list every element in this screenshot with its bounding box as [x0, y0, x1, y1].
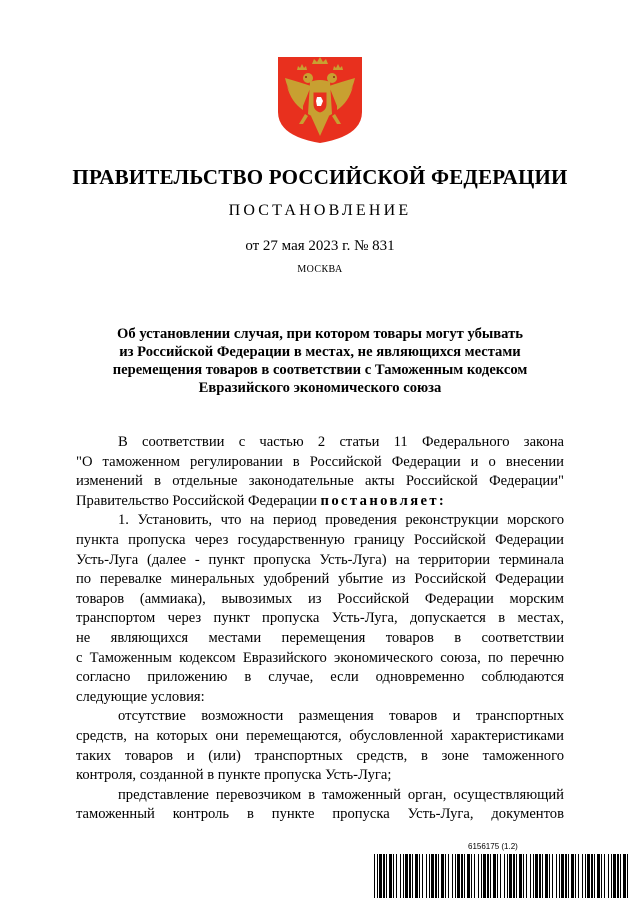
barcode-bar — [497, 854, 498, 898]
barcode-bar — [474, 854, 475, 898]
body-text: Правительство Российской Федерации — [76, 492, 321, 509]
barcode-bar — [412, 854, 413, 898]
barcode-bar — [552, 854, 553, 898]
body-line: отсутствие возможности размещения товаров и транспортных — [118, 708, 564, 725]
body-line: таких товаров и (или) транспортных средств, в зоне таможенного — [76, 747, 564, 764]
title-line: из Российской Федерации в местах, не являющихся местами — [119, 344, 521, 360]
barcode-bar — [504, 854, 505, 898]
barcode-bar — [389, 854, 392, 898]
barcode-bar — [455, 854, 456, 898]
barcode-bar — [591, 854, 593, 898]
title-line: Об установлении случая, при котором товары могут убывать — [117, 326, 523, 342]
barcode-bar — [568, 854, 569, 898]
barcode-bar — [601, 854, 602, 898]
body-line: Усть-Луга (далее - пункт пропуска Усть-Луга) на территории терминала — [76, 551, 564, 568]
body-line: изменений в отдельные законодательные акты Российской Федерации" — [76, 473, 564, 490]
body-line: с Таможенным кодексом Евразийского экономического союза, по перечню — [76, 649, 564, 666]
barcode-block — [374, 842, 630, 898]
barcode-bar — [377, 854, 378, 898]
body-line: согласно приложению в случае, если одновременно соблюдаются — [76, 669, 564, 686]
barcode-bar — [374, 854, 375, 898]
barcode-bar — [478, 854, 479, 898]
barcode-bar — [493, 854, 496, 898]
barcode-bar — [571, 854, 574, 898]
barcode-bar — [585, 854, 586, 898]
barcode-bar — [594, 854, 595, 898]
barcode-bar — [556, 854, 557, 898]
barcode-bar — [623, 854, 626, 898]
city: МОСКВА — [297, 264, 343, 275]
resolves-keyword: постановляет: — [320, 492, 447, 509]
barcode-bar — [620, 854, 621, 898]
barcode-bar — [467, 854, 470, 898]
coat-of-arms-icon — [277, 56, 363, 144]
barcode-bar — [405, 854, 408, 898]
barcode-bar — [471, 854, 472, 898]
body-line: следующие условия: — [76, 688, 205, 705]
body-line: транспортом через пункт пропуска Усть-Луга, допускается в местах, — [76, 610, 564, 627]
barcode-bar — [627, 854, 628, 898]
barcode-bar — [597, 854, 600, 898]
barcode-bar — [530, 854, 531, 898]
barcode-bar — [461, 854, 463, 898]
barcode-bar — [500, 854, 501, 898]
barcode-bar — [516, 854, 517, 898]
barcode-bar — [611, 854, 612, 898]
barcode-bar — [457, 854, 460, 898]
government-heading: ПРАВИТЕЛЬСТВО РОССИЙСКОЙ ФЕДЕРАЦИИ — [72, 165, 568, 189]
barcode-bar — [582, 854, 583, 898]
barcode-bar — [383, 854, 385, 898]
barcode-bar — [403, 854, 404, 898]
barcode-bar — [565, 854, 567, 898]
body-line: таможенный контроль в пункте пропуска Усть-Луга, документов — [76, 806, 564, 823]
body-line: не являющихся местами перемещения товаров в соответствии — [76, 629, 564, 646]
barcode-bar — [393, 854, 394, 898]
barcode-bar — [561, 854, 564, 898]
body-line: 1. Установить, что на период проведения реконструкции морского — [118, 512, 564, 529]
barcode-bar — [431, 854, 434, 898]
barcode-bar — [448, 854, 449, 898]
body-line: "О таможенном регулировании в Российской Федерации и о внесении — [76, 453, 564, 470]
document-type: ПОСТАНОВЛЕНИЕ — [228, 202, 412, 219]
body-line: контроля, созданной в пункте пропуска Усть-Луга; — [76, 767, 392, 784]
barcode-bar — [587, 854, 590, 898]
body-line: по перевалке минеральных удобрений убытие из Российской Федерации — [76, 571, 564, 588]
body-line: средств, на которых они перемещаются, обусловленной характеристиками — [76, 727, 564, 744]
barcode-bar — [535, 854, 538, 898]
barcode-bar — [578, 854, 579, 898]
barcode-bar — [604, 854, 605, 898]
barcode-bar — [445, 854, 446, 898]
barcode-bar — [426, 854, 427, 898]
barcode-bar — [613, 854, 616, 898]
barcode-bar — [559, 854, 560, 898]
barcode-bar — [575, 854, 576, 898]
body-line: представление перевозчиком в таможенный орган, осуществляющий — [118, 786, 564, 803]
barcode-bar — [441, 854, 444, 898]
document-body — [76, 433, 564, 825]
body-line: товаров (аммиака), вывозимых из Российской Федерации морским — [76, 590, 564, 607]
barcode-bar — [487, 854, 489, 898]
barcode-bar — [483, 854, 486, 898]
barcode-bar — [409, 854, 411, 898]
barcode-bar — [542, 854, 543, 898]
barcode-bar — [539, 854, 541, 898]
document-title — [90, 325, 550, 397]
barcode-bar — [490, 854, 491, 898]
barcode-bar — [533, 854, 534, 898]
date-and-number: от 27 мая 2023 г. № 831 — [245, 238, 395, 254]
barcode-bar — [519, 854, 522, 898]
barcode-bar — [549, 854, 550, 898]
barcode-bar — [617, 854, 619, 898]
barcode-bar — [509, 854, 512, 898]
body-line: пункта пропуска через государственную границу Российской Федерации — [76, 531, 564, 548]
barcode-bar — [523, 854, 524, 898]
title-line: перемещения товаров в соответствии с Таможенным кодексом — [112, 362, 528, 378]
barcode-bar — [608, 854, 609, 898]
barcode-bar — [545, 854, 548, 898]
barcode-bar — [422, 854, 423, 898]
barcode-bar — [481, 854, 482, 898]
body-line: В соответствии с частью 2 статьи 11 Федерального закона — [118, 434, 564, 450]
barcode-bar — [386, 854, 387, 898]
barcode-bar — [464, 854, 465, 898]
barcode-bar — [379, 854, 382, 898]
body-line — [76, 492, 564, 512]
barcode-bar — [513, 854, 515, 898]
barcode-bar — [507, 854, 508, 898]
barcode-bar — [396, 854, 397, 898]
barcode-bar — [429, 854, 430, 898]
barcode-number: 6156175 (1.2) — [468, 842, 518, 851]
barcode-bar — [452, 854, 453, 898]
barcode-bar — [435, 854, 437, 898]
barcode-bar — [419, 854, 420, 898]
barcode-bar — [415, 854, 418, 898]
barcode-bar — [400, 854, 401, 898]
barcode-bar — [526, 854, 527, 898]
title-line: Евразийского экономического союза — [198, 380, 442, 396]
barcode-bar — [438, 854, 439, 898]
barcode-icon — [374, 854, 630, 898]
